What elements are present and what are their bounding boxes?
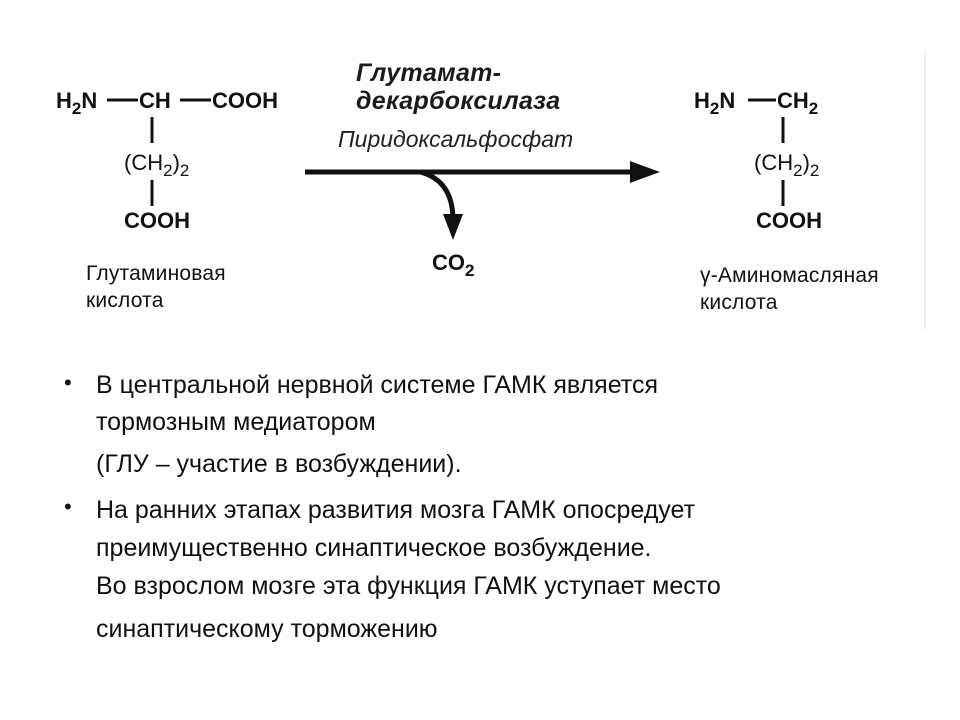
product-ch2-group: $(CH_2)_2$ [754, 150, 820, 180]
product-name-line1: γ-Аминомасляная [700, 264, 879, 287]
bullet-2-line-2: преимущественно синаптическое возбуждение. [96, 534, 652, 562]
bullet-1-line-1: В центральной нервной системе ГАМК является [96, 371, 658, 399]
substrate-amino-group: $H_2N$ [56, 88, 98, 118]
product-amino-group: $H_2N$ [694, 88, 736, 118]
bullet-2-line-4: синаптическому торможению [96, 615, 438, 643]
enzyme-name-line2: декарбоксилаза [356, 87, 561, 115]
bullet-marker-1: • [64, 370, 72, 395]
co2-arrow-curve [420, 172, 453, 218]
substrate-ch: CH [139, 88, 171, 113]
product-cooh-bottom: COOH [756, 208, 822, 233]
substrate-name-line1: Глутаминовая [86, 262, 226, 285]
enzyme-name-line1: Глутамат- [356, 59, 502, 87]
bullet-2-line-1: На ранних этапах развития мозга ГАМК опосредует [96, 496, 696, 524]
product-ch2-top: $CH_2$ [777, 88, 819, 118]
substrate-name-line2: кислота [86, 289, 164, 312]
bullet-2-line-3: Во взрослом мозге эта функция ГАМК уступает место [96, 572, 721, 600]
reaction-arrow-head [630, 161, 660, 183]
bullet-marker-2: • [64, 494, 72, 519]
product-name-line2: кислота [700, 291, 778, 314]
co2-arrow-head [443, 214, 463, 240]
bullet-1-line-3: (ГЛУ – участие в возбуждении). [96, 450, 462, 478]
co2-label: $CO_2$ [432, 250, 475, 280]
bullet-1-line-2: тормозным медиатором [96, 408, 376, 436]
substrate-cooh-bottom: COOH [124, 208, 190, 233]
cofactor-label: Пиридоксальфосфат [338, 126, 574, 152]
substrate-cooh-top: COOH [212, 88, 278, 113]
substrate-ch2-group: $(CH_2)_2$ [124, 150, 190, 180]
